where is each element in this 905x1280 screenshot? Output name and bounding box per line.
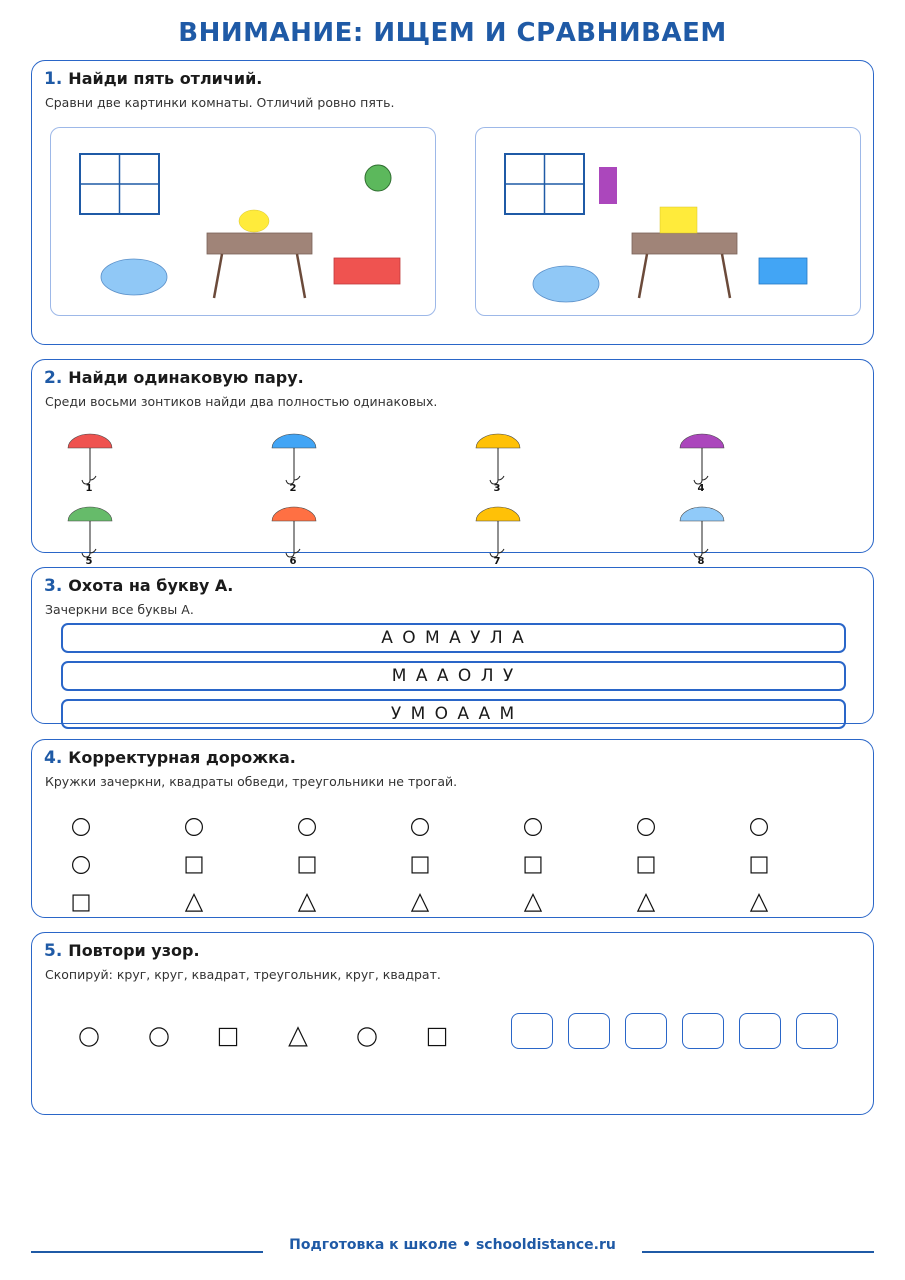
- proofreading-shape[interactable]: [521, 815, 545, 839]
- circle-outline: [149, 1028, 167, 1046]
- proofreading-shape[interactable]: [408, 891, 432, 915]
- proofreading-shape[interactable]: [182, 815, 206, 839]
- task-2-heading: [44, 368, 304, 388]
- umbrella: [672, 503, 732, 569]
- umbrella-number: 3: [493, 483, 501, 494]
- circle-shape: [354, 1024, 380, 1050]
- circle-outline: [751, 819, 768, 836]
- circle-shape: [521, 815, 545, 839]
- square-outline: [73, 895, 89, 911]
- circle-shape: [69, 815, 93, 839]
- square-outline: [219, 1028, 236, 1045]
- triangle-shape: [408, 891, 432, 915]
- proofreading-shape[interactable]: [634, 853, 658, 877]
- room-picture-left[interactable]: [50, 127, 436, 316]
- task-2-card: [31, 359, 874, 567]
- triangle-shape: [285, 1024, 311, 1050]
- proofreading-shape[interactable]: [295, 815, 319, 839]
- circle-shape: [69, 853, 93, 877]
- task-number: 3.: [44, 576, 63, 596]
- proofreading-shape[interactable]: [634, 815, 658, 839]
- proofreading-shape[interactable]: [521, 891, 545, 915]
- square-shape: [69, 891, 93, 915]
- umbrella: [468, 503, 528, 569]
- square-shape: [521, 853, 545, 877]
- umbrella-canopy: [680, 434, 724, 448]
- task-instruction: Сравни две картинки комнаты. Отличий ровно пять.: [45, 95, 395, 110]
- task-number: 5.: [44, 941, 63, 961]
- square-outline: [525, 857, 541, 873]
- umbrella-number: 5: [85, 556, 93, 567]
- proofreading-shape[interactable]: [182, 853, 206, 877]
- proofreading-shape[interactable]: [521, 853, 545, 877]
- triangle-outline: [638, 894, 654, 911]
- square-outline: [751, 857, 767, 873]
- proofreading-shape[interactable]: [69, 815, 93, 839]
- triangle-outline: [299, 894, 315, 911]
- task-number: 2.: [44, 368, 63, 388]
- umbrella-handle: [90, 549, 96, 553]
- square-shape: [182, 853, 206, 877]
- task-1-card: [31, 60, 874, 345]
- umbrella-canopy: [476, 507, 520, 521]
- pattern-shape: [215, 1024, 239, 1048]
- proofreading-shape[interactable]: [69, 853, 93, 877]
- square-shape: [295, 853, 319, 877]
- umbrella-number: 4: [697, 483, 705, 494]
- task-number: 1.: [44, 69, 63, 89]
- lamp: [239, 210, 269, 232]
- circle-shape: [76, 1024, 102, 1050]
- square-shape: [634, 853, 658, 877]
- triangle-shape: [747, 891, 771, 915]
- letter-row-2[interactable]: М А А О Л У: [61, 661, 846, 691]
- umbrella-number: 2: [289, 483, 297, 494]
- circle-outline: [80, 1028, 98, 1046]
- square-outline: [638, 857, 654, 873]
- square-shape: [747, 853, 771, 877]
- triangle-shape: [634, 891, 658, 915]
- umbrella-number: 8: [697, 556, 705, 567]
- proofreading-shape[interactable]: [747, 853, 771, 877]
- circle-outline: [186, 819, 203, 836]
- umbrella: [264, 503, 324, 569]
- proofreading-shape[interactable]: [182, 891, 206, 915]
- umbrella-handle: [702, 549, 708, 553]
- task-instruction: Зачеркни все буквы А.: [45, 602, 194, 617]
- circle-outline: [638, 819, 655, 836]
- ball: [365, 165, 391, 191]
- triangle-shape: [295, 891, 319, 915]
- triangle-shape: [521, 891, 545, 915]
- footer-text: Подготовка к школе • schooldistance.ru: [279, 1237, 626, 1253]
- umbrella: [60, 430, 120, 496]
- umbrella: [264, 430, 324, 496]
- square-outline: [412, 857, 428, 873]
- square-shape: [215, 1024, 241, 1050]
- triangle-outline: [525, 894, 541, 911]
- answer-box[interactable]: [739, 1013, 781, 1049]
- umbrella-canopy: [476, 434, 520, 448]
- umbrella: [672, 430, 732, 496]
- umbrella-number: 7: [493, 556, 501, 567]
- pattern-shape: [354, 1024, 378, 1048]
- umbrella-handle: [498, 549, 504, 553]
- square-shape: [408, 853, 432, 877]
- answer-box[interactable]: [796, 1013, 838, 1049]
- table-leg: [639, 254, 647, 298]
- umbrella-number: 1: [85, 483, 93, 494]
- room-picture-right[interactable]: [475, 127, 861, 316]
- task-number: 4.: [44, 748, 63, 768]
- answer-box[interactable]: [511, 1013, 553, 1049]
- task-title: Корректурная дорожка.: [68, 748, 296, 767]
- answer-box[interactable]: [568, 1013, 610, 1049]
- circle-outline: [73, 857, 90, 874]
- pattern-shape: [146, 1024, 170, 1048]
- umbrella-canopy: [272, 434, 316, 448]
- umbrella: [468, 430, 528, 496]
- rug: [533, 266, 599, 302]
- task-3-heading: [44, 576, 233, 596]
- triangle-outline: [289, 1028, 307, 1046]
- task-instruction: Среди восьми зонтиков найди два полностью одинаковых.: [45, 394, 438, 409]
- task-1-heading: [44, 69, 262, 89]
- task-title: Охота на букву А.: [68, 576, 234, 595]
- umbrella-canopy: [272, 507, 316, 521]
- task-instruction: Скопируй: круг, круг, квадрат, треугольник, круг, квадрат.: [45, 967, 441, 982]
- umbrella-canopy: [680, 507, 724, 521]
- table-top: [207, 233, 312, 254]
- circle-outline: [358, 1028, 376, 1046]
- task-title: Найди одинаковую пару.: [68, 368, 304, 387]
- page-title: ВНИМАНИЕ: ИЩЕМ И СРАВНИВАЕМ: [178, 18, 727, 48]
- square-outline: [186, 857, 202, 873]
- circle-outline: [525, 819, 542, 836]
- table-leg: [722, 254, 730, 298]
- umbrella-handle: [294, 549, 300, 553]
- proofreading-shape[interactable]: [408, 853, 432, 877]
- umbrella-number: 6: [289, 556, 297, 567]
- triangle-shape: [182, 891, 206, 915]
- letter-row-3[interactable]: У М О А А М: [61, 699, 846, 729]
- box: [759, 258, 807, 284]
- triangle-outline: [751, 894, 767, 911]
- task-5-card: [31, 932, 874, 1115]
- room-drawing-right: [476, 128, 862, 317]
- square-outline: [299, 857, 315, 873]
- triangle-outline: [412, 894, 428, 911]
- circle-shape: [182, 815, 206, 839]
- umbrella-handle: [498, 476, 504, 480]
- vase: [599, 167, 617, 204]
- proofreading-shape[interactable]: [295, 891, 319, 915]
- room-drawing-left: [51, 128, 437, 317]
- task-3-card: [31, 567, 874, 724]
- table-leg: [297, 254, 305, 298]
- answer-box[interactable]: [682, 1013, 724, 1049]
- circle-shape: [295, 815, 319, 839]
- umbrella-canopy: [68, 434, 112, 448]
- circle-shape: [146, 1024, 172, 1050]
- proofreading-shape[interactable]: [747, 891, 771, 915]
- pattern-shape: [424, 1024, 448, 1048]
- lamp: [660, 207, 697, 233]
- square-outline: [428, 1028, 445, 1045]
- circle-shape: [408, 815, 432, 839]
- triangle-outline: [186, 894, 202, 911]
- circle-outline: [412, 819, 429, 836]
- task-5-heading: [44, 941, 200, 961]
- answer-box[interactable]: [625, 1013, 667, 1049]
- pattern-shape: [285, 1024, 309, 1048]
- umbrella-handle: [294, 476, 300, 480]
- umbrella-canopy: [68, 507, 112, 521]
- table-leg: [214, 254, 222, 298]
- proofreading-shape[interactable]: [747, 815, 771, 839]
- table-top: [632, 233, 737, 254]
- circle-outline: [299, 819, 316, 836]
- umbrella-handle: [90, 476, 96, 480]
- circle-shape: [747, 815, 771, 839]
- proofreading-shape[interactable]: [295, 853, 319, 877]
- proofreading-shape[interactable]: [408, 815, 432, 839]
- rug: [101, 259, 167, 295]
- letter-row-1[interactable]: А О М А У Л А: [61, 623, 846, 653]
- footer: [31, 1234, 874, 1258]
- umbrella: [60, 503, 120, 569]
- square-shape: [424, 1024, 450, 1050]
- task-4-card: [31, 739, 874, 918]
- proofreading-shape[interactable]: [69, 891, 93, 915]
- task-title: Найди пять отличий.: [68, 69, 263, 88]
- task-title: Повтори узор.: [68, 941, 200, 960]
- pattern-shape: [76, 1024, 100, 1048]
- umbrella-handle: [702, 476, 708, 480]
- circle-shape: [634, 815, 658, 839]
- proofreading-shape[interactable]: [634, 891, 658, 915]
- circle-outline: [73, 819, 90, 836]
- box: [334, 258, 400, 284]
- task-instruction: Кружки зачеркни, квадраты обведи, треугольники не трогай.: [45, 774, 458, 789]
- task-4-heading: [44, 748, 296, 768]
